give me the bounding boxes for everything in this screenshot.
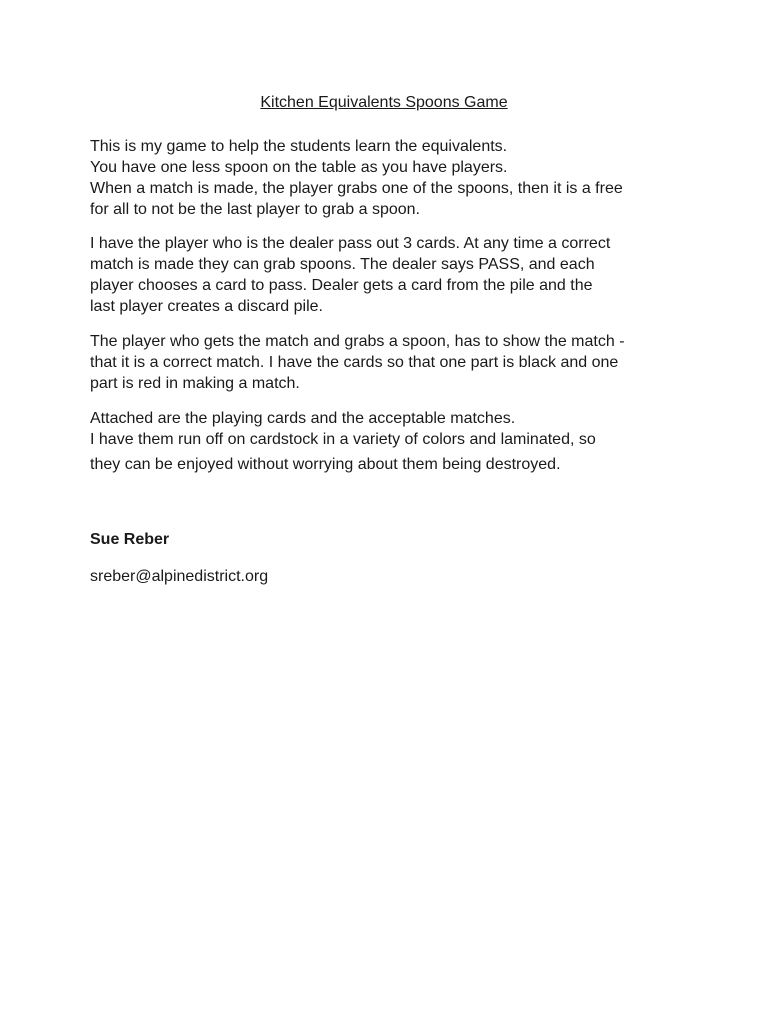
paragraph-line: they can be enjoyed without worrying about them being destroyed. (90, 456, 561, 473)
paragraph-line: I have them run off on cardstock in a variety of colors and laminated, so (90, 431, 596, 448)
paragraph-dealer (90, 233, 690, 317)
paragraph-line: for all to not be the last player to grab a spoon. (90, 201, 420, 218)
paragraph-match (90, 331, 690, 394)
paragraph-line: that it is a correct match. I have the cards so that one part is black and one (90, 354, 619, 371)
paragraph-line: This is my game to help the students learn the equivalents. (90, 138, 508, 155)
paragraph-line: part is red in making a match. (90, 375, 300, 392)
paragraph-line: match is made they can grab spoons. The dealer says PASS, and each (90, 256, 595, 273)
paragraph-line: You have one less spoon on the table as you have players. (90, 159, 508, 176)
paragraph-line: I have the player who is the dealer pass out 3 cards. At any time a correct (90, 235, 611, 252)
paragraph-line: player chooses a card to pass. Dealer gets a card from the pile and the (90, 277, 593, 294)
paragraph-line: When a match is made, the player grabs one of the spoons, then it is a free (90, 180, 623, 197)
document-title: Kitchen Equivalents Spoons Game (260, 94, 508, 111)
author-name: Sue Reber (90, 531, 170, 548)
paragraph-line: Attached are the playing cards and the acceptable matches. (90, 410, 516, 427)
paragraph-line: The player who gets the match and grabs a spoon, has to show the match - (90, 333, 625, 350)
paragraph-line: last player creates a discard pile. (90, 298, 323, 315)
author-email: sreber@alpinedistrict.org (90, 568, 269, 585)
paragraph-intro (90, 136, 690, 220)
paragraph-attached (90, 408, 690, 480)
